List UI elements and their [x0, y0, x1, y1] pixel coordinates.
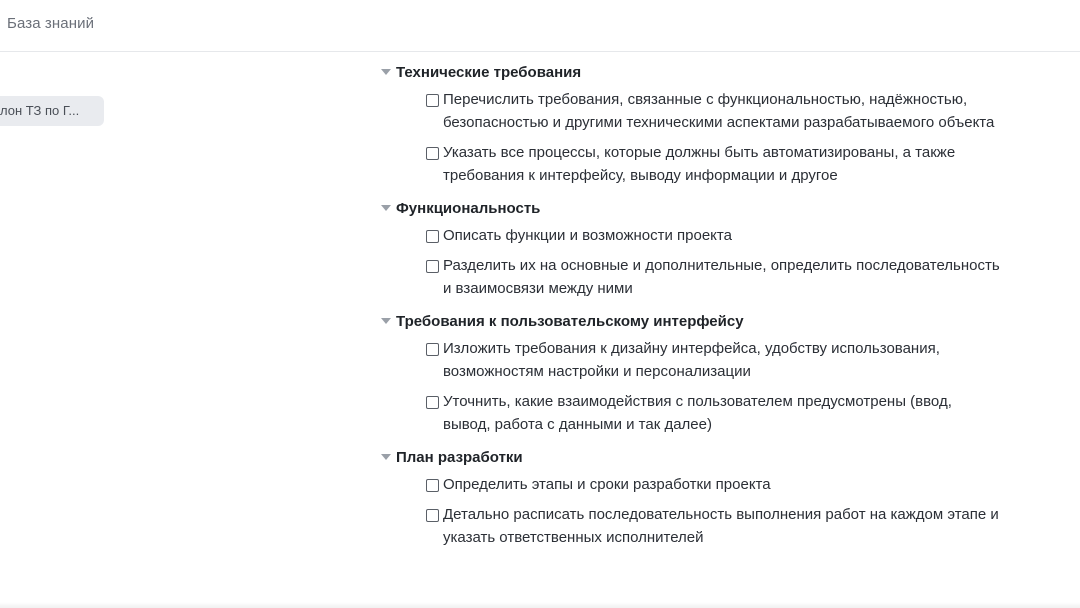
checklist-item-text: Детально расписать последовательность выполнения работ на каждом этапе и указать ответственных исполнителей [443, 506, 999, 546]
checklist-item [426, 475, 1021, 496]
sidebar-item-selected[interactable] [0, 96, 104, 126]
section-header[interactable] [381, 445, 1021, 469]
section-header[interactable] [381, 309, 1021, 333]
sidebar-item-label: лон ТЗ по Г... [0, 103, 80, 118]
checklist-item-text: Разделить их на основные и дополнительные, определить последовательность и взаимосвязи между ними [443, 257, 1000, 297]
collapse-triangle-icon[interactable] [381, 202, 395, 214]
section-development-plan [381, 445, 1021, 549]
section-title: План разработки [396, 448, 523, 466]
section-header[interactable] [381, 60, 1021, 84]
checkbox[interactable] [426, 147, 439, 160]
checkbox[interactable] [426, 479, 439, 492]
checklist-item [426, 143, 1021, 187]
section-title: Требования к пользовательскому интерфейсу [396, 312, 744, 330]
section-technical-requirements [381, 60, 1021, 187]
checklist-item-text: Определить этапы и сроки разработки проекта [443, 476, 771, 493]
section-ui-requirements [381, 309, 1021, 436]
checklist-item [426, 90, 1021, 134]
checklist-item-text: Уточнить, какие взаимодействия с пользователем предусмотрены (ввод, вывод, работа с данными и так далее) [443, 393, 952, 433]
checklist-item [426, 256, 1021, 300]
checkbox[interactable] [426, 343, 439, 356]
collapse-triangle-icon[interactable] [381, 451, 395, 463]
section-functionality [381, 196, 1021, 300]
section-header[interactable] [381, 196, 1021, 220]
top-bar [0, 0, 1080, 52]
section-title: Функциональность [396, 199, 541, 217]
checklist-item-text: Указать все процессы, которые должны быть автоматизированы, а также требования к интерфейсу, выводу информации и другое [443, 144, 956, 184]
page-title: База знаний [7, 15, 95, 32]
checklist-item-text: Описать функции и возможности проекта [443, 227, 732, 244]
section-title: Технические требования [396, 63, 582, 81]
checkbox[interactable] [426, 396, 439, 409]
checkbox[interactable] [426, 230, 439, 243]
checklist-item [426, 392, 1021, 436]
collapse-triangle-icon[interactable] [381, 315, 395, 327]
checklist-item-text: Изложить требования к дизайну интерфейса, удобству использования, возможностям настройки и персонализации [443, 340, 940, 380]
checklist-item-text: Перечислить требования, связанные с функциональностью, надёжностью, безопасностью и другими техническими аспектами разрабатываемого объекта [443, 91, 995, 131]
checklist-item [426, 505, 1021, 549]
document-content [381, 60, 1021, 558]
checklist-item [426, 226, 1021, 247]
checklist-item [426, 339, 1021, 383]
collapse-triangle-icon[interactable] [381, 66, 395, 78]
bottom-shadow [0, 602, 1080, 608]
checkbox[interactable] [426, 509, 439, 522]
checkbox[interactable] [426, 94, 439, 107]
checkbox[interactable] [426, 260, 439, 273]
